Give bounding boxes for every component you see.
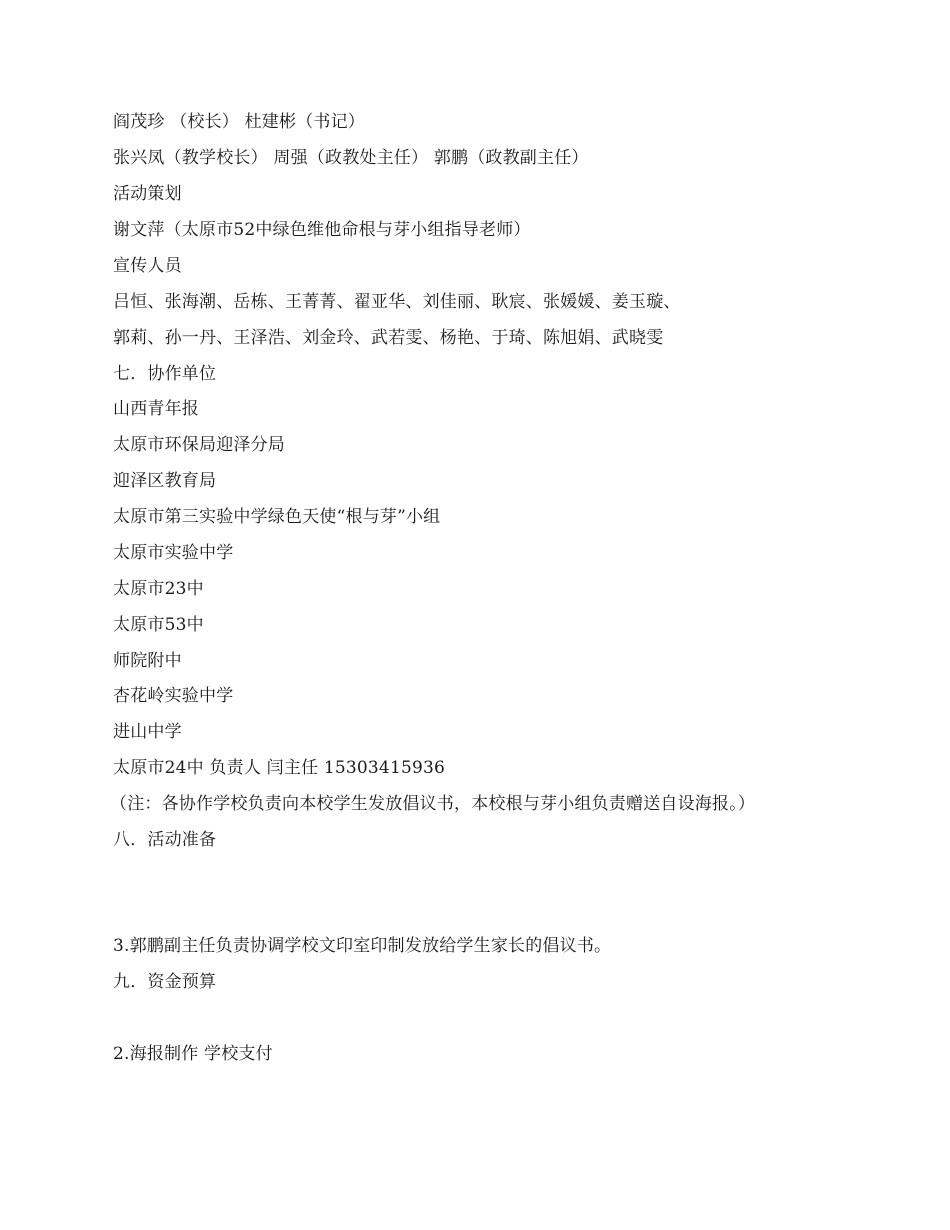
partner-note: （注：各协作学校负责向本校学生发放倡议书，本校根与芽小组负责赠送自设海报。）: [110, 794, 756, 814]
planning-heading: 活动策划: [113, 184, 182, 204]
partner-item-contact: 太原市24中 负责人 闫主任 15303415936: [113, 758, 446, 778]
leaders-line-1: 阎茂珍 （校长） 杜建彬（书记）: [113, 112, 366, 132]
partner-item: 太原市23中: [113, 579, 204, 599]
leaders-line-2: 张兴凤（教学校长） 周强（政教处主任） 郭鹏（政教副主任）: [113, 148, 589, 168]
partner-item: 太原市53中: [113, 615, 204, 635]
publicity-members-line-2: 郭莉、孙一丹、王泽浩、刘金玲、武若雯、杨艳、于琦、陈旭娟、武晓雯: [113, 328, 664, 348]
publicity-heading: 宣传人员: [113, 256, 182, 276]
section-7-heading: 七．协作单位: [113, 364, 217, 384]
partner-item: 太原市实验中学: [113, 543, 234, 563]
partner-item: 太原市环保局迎泽分局: [113, 435, 285, 455]
section-9-heading: 九．资金预算: [113, 972, 217, 992]
partner-item: 山西青年报: [113, 399, 199, 419]
preparation-item-3: 3.郭鹏副主任负责协调学校文印室印制发放给学生家长的倡议书。: [113, 936, 612, 956]
publicity-members-line-1: 吕恒、张海潮、岳栋、王菁菁、翟亚华、刘佳丽、耿宸、张媛媛、姜玉璇、: [113, 292, 681, 312]
partner-item: 迎泽区教育局: [113, 471, 217, 491]
partner-item: 进山中学: [113, 722, 182, 742]
planner-line: 谢文萍（太原市52中绿色维他命根与芽小组指导老师）: [113, 220, 531, 240]
budget-item-2: 2.海报制作 学校支付: [113, 1044, 273, 1064]
partner-item: 太原市第三实验中学绿色天使“根与芽”小组: [113, 507, 441, 527]
partner-item: 师院附中: [113, 651, 182, 671]
partner-item: 杏花岭实验中学: [113, 686, 234, 706]
section-8-heading: 八．活动准备: [113, 830, 217, 850]
